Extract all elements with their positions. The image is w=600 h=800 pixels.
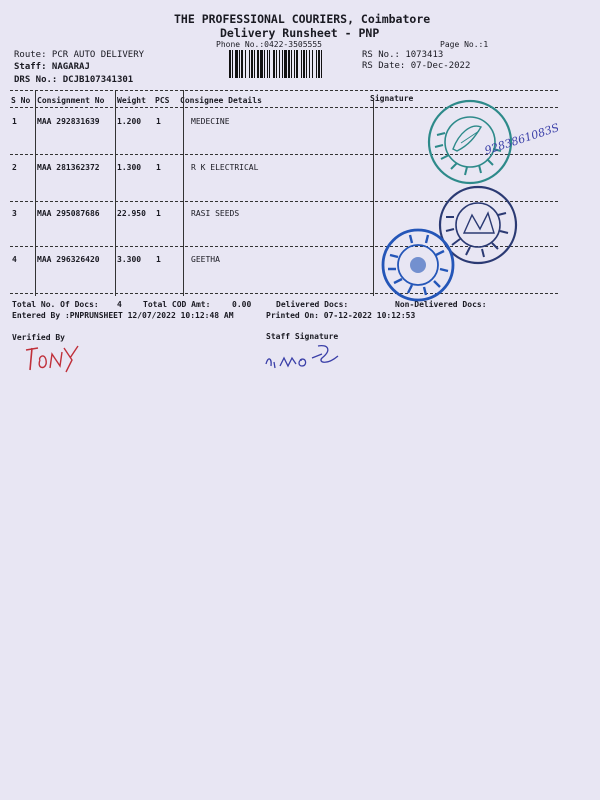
- total-docs-label: Total No. Of Docs:: [12, 300, 99, 309]
- barcode-bar: [245, 50, 246, 78]
- company-name: THE PROFESSIONAL COURIERS, Coimbatore: [174, 12, 431, 26]
- verified-by-label: Verified By: [12, 333, 65, 342]
- row-sno: 3: [12, 209, 17, 218]
- row-weight: 1.300: [117, 163, 142, 172]
- barcode-bar: [301, 50, 302, 78]
- barcode-bar: [284, 50, 287, 78]
- col-divider: [35, 90, 36, 296]
- row-sno: 4: [12, 255, 17, 264]
- row-weight: 1.200: [117, 117, 142, 126]
- table-bottom-rule: [10, 293, 558, 294]
- barcode-bar: [269, 50, 270, 78]
- barcode-bar: [264, 50, 265, 78]
- row-pcs: 1: [156, 117, 161, 126]
- barcode-bar: [239, 50, 240, 78]
- col-header-sno: S No: [11, 96, 31, 105]
- barcode-bar: [318, 50, 320, 78]
- row-sno: 2: [12, 163, 17, 172]
- printed-on: Printed On: 07-12-2022 10:12:53: [266, 311, 416, 320]
- non-delivered-docs-label: Non-Delivered Docs:: [395, 300, 487, 309]
- barcode-bar: [282, 50, 283, 78]
- row-pcs: 1: [156, 255, 161, 264]
- row-weight: 3.300: [117, 255, 142, 264]
- row-pcs: 1: [156, 163, 161, 172]
- barcode-bar: [276, 50, 277, 78]
- col-divider: [115, 90, 116, 296]
- total-docs-value: 4: [117, 300, 122, 309]
- row-consignee: MEDECINE: [191, 117, 230, 126]
- row-consignee: RASI SEEDS: [191, 209, 240, 218]
- col-header-pcs: PCS: [155, 96, 170, 105]
- phone-number: Phone No.:0422-3505555: [216, 40, 322, 49]
- barcode-bar: [254, 50, 255, 78]
- barcode-bar: [303, 50, 305, 78]
- barcode-bar: [229, 50, 231, 78]
- row-consignment-no: MAA 292831639: [37, 117, 100, 126]
- row-consignment-no: MAA 281362372: [37, 163, 100, 172]
- barcode-bar: [257, 50, 259, 78]
- barcode-bar: [251, 50, 253, 78]
- barcode-bar: [241, 50, 243, 78]
- row-consignee: GEETHA: [191, 255, 220, 264]
- handwritten-phone-note: 9283861083S: [483, 121, 561, 158]
- row-weight: 22.950: [117, 209, 146, 218]
- pharma-stamp-icon: [376, 227, 460, 303]
- barcode-bar: [306, 50, 307, 78]
- staff-signature-image: [262, 338, 346, 372]
- staff-signature-label: Staff Signature: [266, 332, 339, 341]
- entered-by: Entered By :PNPRUNSHEET 12/07/2022 10:12:48 AM: [12, 311, 234, 320]
- col-divider: [373, 100, 374, 296]
- verifier-signature-image: [22, 340, 84, 374]
- table-top-rule: [10, 90, 558, 91]
- barcode-bar: [279, 50, 280, 78]
- barcode-bar: [235, 50, 238, 78]
- barcode-bar: [296, 50, 298, 78]
- row-consignee: R K ELECTRICAL: [191, 163, 259, 172]
- delivered-docs-label: Delivered Docs:: [276, 300, 349, 309]
- page-number: Page No.:1: [440, 40, 489, 49]
- barcode-bar: [294, 50, 295, 78]
- barcode-bar: [309, 50, 310, 78]
- route-info: Route: PCR AUTO DELIVERY: [14, 50, 145, 60]
- barcode-bar: [312, 50, 313, 78]
- row-consignment-no: MAA 296326420: [37, 255, 100, 264]
- col-header-consignee: Consignee Details: [180, 96, 262, 105]
- document-title: Delivery Runsheet - PNP: [220, 26, 380, 40]
- row-consignment-no: MAA 295087686: [37, 209, 100, 218]
- col-divider: [183, 90, 184, 296]
- total-cod-value: 0.00: [232, 300, 252, 309]
- barcode: [229, 50, 355, 78]
- col-header-signature: Signature: [370, 94, 414, 103]
- barcode-bar: [291, 50, 292, 78]
- barcode-bar: [288, 50, 290, 78]
- rs-date: RS Date: 07-Dec-2022: [362, 61, 471, 71]
- barcode-bar: [321, 50, 322, 78]
- drs-number: DRS No.: DCJB107341301: [14, 75, 134, 85]
- barcode-bar: [267, 50, 268, 78]
- col-header-consignment: Consignment No: [37, 96, 105, 105]
- col-header-weight: Weight: [117, 96, 146, 105]
- total-cod-label: Total COD Amt:: [143, 300, 211, 309]
- row-sno: 1: [12, 117, 17, 126]
- staff-info: Staff: NAGARAJ: [14, 62, 90, 72]
- barcode-bar: [260, 50, 263, 78]
- row-pcs: 1: [156, 209, 161, 218]
- barcode-bar: [273, 50, 275, 78]
- barcode-bar: [249, 50, 250, 78]
- rs-number: RS No.: 1073413: [362, 50, 444, 60]
- barcode-bar: [316, 50, 317, 78]
- barcode-bar: [232, 50, 233, 78]
